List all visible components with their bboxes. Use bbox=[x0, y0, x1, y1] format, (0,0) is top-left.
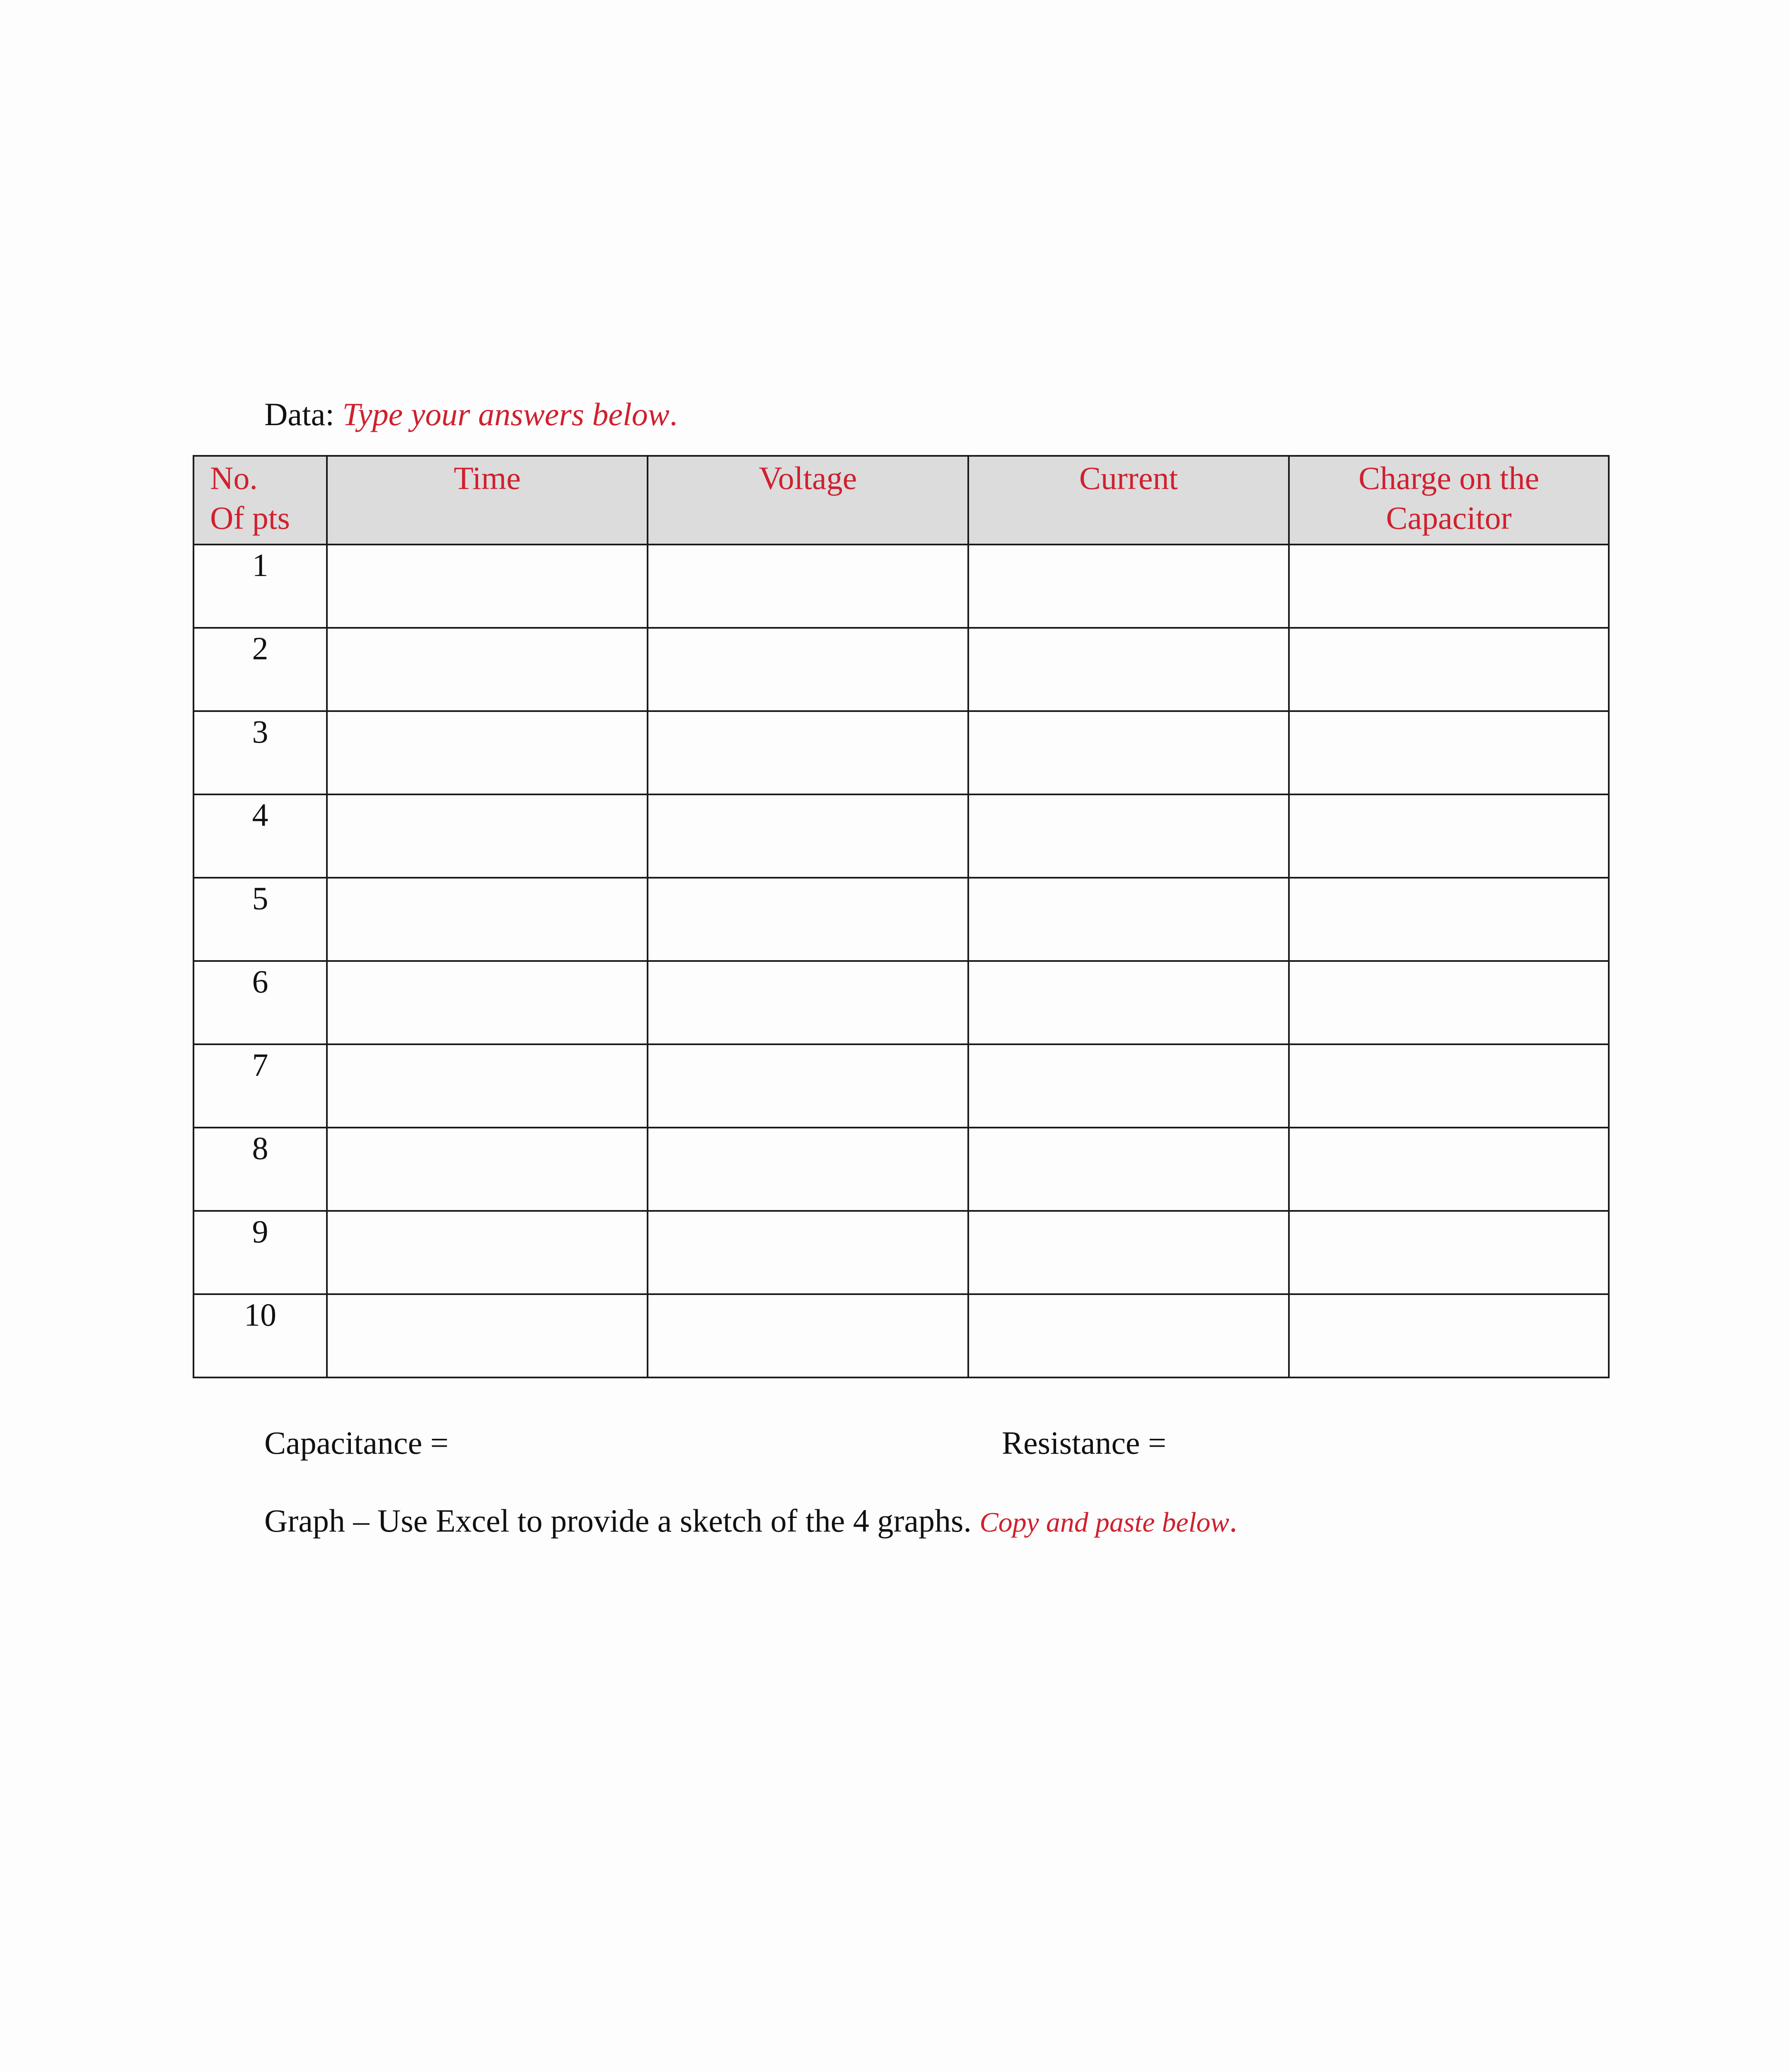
time-cell[interactable] bbox=[327, 545, 648, 628]
header-time bbox=[327, 456, 648, 545]
row-number: 4 bbox=[193, 794, 327, 878]
time-cell[interactable] bbox=[327, 711, 648, 794]
header-charge-line2: Capacitor bbox=[1386, 500, 1512, 536]
current-cell[interactable] bbox=[968, 1128, 1289, 1211]
voltage-cell[interactable] bbox=[648, 545, 968, 628]
current-cell[interactable] bbox=[968, 1211, 1289, 1294]
row-number: 8 bbox=[193, 1128, 327, 1211]
charge-cell[interactable] bbox=[1289, 1294, 1609, 1377]
header-current bbox=[968, 456, 1289, 545]
row-number: 3 bbox=[193, 711, 327, 794]
time-cell[interactable] bbox=[327, 794, 648, 878]
time-cell[interactable] bbox=[327, 628, 648, 711]
graph-text: Graph – Use Excel to provide a sketch of the 4 graphs. bbox=[264, 1503, 972, 1539]
header-no-line1: No. bbox=[210, 460, 258, 496]
voltage-cell[interactable] bbox=[648, 961, 968, 1044]
current-cell[interactable] bbox=[968, 711, 1289, 794]
time-cell[interactable] bbox=[327, 878, 648, 961]
time-cell[interactable] bbox=[327, 1044, 648, 1128]
table-row bbox=[193, 545, 1609, 628]
time-cell[interactable] bbox=[327, 1211, 648, 1294]
charge-cell[interactable] bbox=[1289, 1044, 1609, 1128]
current-cell[interactable] bbox=[968, 545, 1289, 628]
header-charge-line1: Charge on the bbox=[1358, 460, 1540, 496]
current-cell[interactable] bbox=[968, 794, 1289, 878]
resistance-label: Resistance = bbox=[1002, 1425, 1167, 1461]
table-row bbox=[193, 628, 1609, 711]
row-number: 1 bbox=[193, 545, 327, 628]
row-number: 9 bbox=[193, 1211, 327, 1294]
charge-cell[interactable] bbox=[1289, 1128, 1609, 1211]
header-time-label: Time bbox=[454, 460, 521, 496]
current-cell[interactable] bbox=[968, 1294, 1289, 1377]
charge-cell[interactable] bbox=[1289, 961, 1609, 1044]
header-voltage bbox=[648, 456, 968, 545]
row-number: 10 bbox=[193, 1294, 327, 1377]
header-charge bbox=[1289, 456, 1609, 545]
graph-instruction-period: . bbox=[1229, 1503, 1238, 1539]
voltage-cell[interactable] bbox=[648, 1211, 968, 1294]
graph-instructions bbox=[264, 1500, 1237, 1543]
table-row bbox=[193, 961, 1609, 1044]
data-instruction-period: . bbox=[669, 396, 678, 432]
charge-cell[interactable] bbox=[1289, 711, 1609, 794]
voltage-cell[interactable] bbox=[648, 628, 968, 711]
voltage-cell[interactable] bbox=[648, 1044, 968, 1128]
current-cell[interactable] bbox=[968, 1044, 1289, 1128]
voltage-cell[interactable] bbox=[648, 1294, 968, 1377]
voltage-cell[interactable] bbox=[648, 794, 968, 878]
row-number: 7 bbox=[193, 1044, 327, 1128]
time-cell[interactable] bbox=[327, 1294, 648, 1377]
graph-instruction: Copy and paste below bbox=[979, 1506, 1229, 1538]
table-row bbox=[193, 1128, 1609, 1211]
header-no-line2: Of pts bbox=[210, 500, 290, 536]
table-row bbox=[193, 711, 1609, 794]
time-cell[interactable] bbox=[327, 961, 648, 1044]
charge-cell[interactable] bbox=[1289, 545, 1609, 628]
voltage-cell[interactable] bbox=[648, 1128, 968, 1211]
header-voltage-label: Voltage bbox=[759, 460, 857, 496]
row-number: 6 bbox=[193, 961, 327, 1044]
current-cell[interactable] bbox=[968, 628, 1289, 711]
row-number: 5 bbox=[193, 878, 327, 961]
table-row bbox=[193, 794, 1609, 878]
charge-cell[interactable] bbox=[1289, 794, 1609, 878]
data-table bbox=[193, 455, 1610, 1378]
charge-cell[interactable] bbox=[1289, 628, 1609, 711]
table-row bbox=[193, 1044, 1609, 1128]
charge-cell[interactable] bbox=[1289, 878, 1609, 961]
capacitance-label: Capacitance = bbox=[264, 1425, 449, 1461]
table-row bbox=[193, 878, 1609, 961]
charge-cell[interactable] bbox=[1289, 1211, 1609, 1294]
header-current-label: Current bbox=[1079, 460, 1178, 496]
data-instruction: Type your answers below bbox=[342, 396, 670, 432]
current-cell[interactable] bbox=[968, 961, 1289, 1044]
table-header-row bbox=[193, 456, 1609, 545]
current-cell[interactable] bbox=[968, 878, 1289, 961]
voltage-cell[interactable] bbox=[648, 711, 968, 794]
voltage-cell[interactable] bbox=[648, 878, 968, 961]
table-row bbox=[193, 1294, 1609, 1377]
data-heading bbox=[264, 394, 677, 435]
time-cell[interactable] bbox=[327, 1128, 648, 1211]
table-row bbox=[193, 1211, 1609, 1294]
row-number: 2 bbox=[193, 628, 327, 711]
header-no-of-pts bbox=[193, 456, 327, 545]
data-label: Data: bbox=[264, 396, 334, 432]
